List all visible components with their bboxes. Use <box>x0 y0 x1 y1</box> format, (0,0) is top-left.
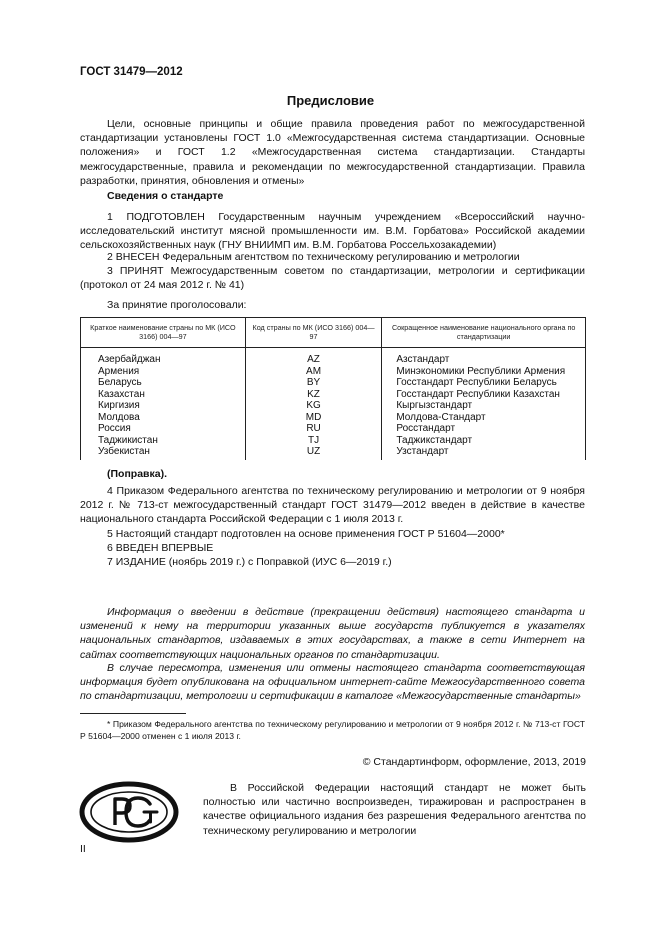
info-item-3: 3 ПРИНЯТ Межгосударственным советом по стандартизации, метрологии и сертификации (протокол от 24 мая 2012 г. № 41) <box>80 265 585 292</box>
code-cell: KZ <box>245 389 382 401</box>
voting-countries-table <box>80 317 586 460</box>
country-cell: Армения <box>81 366 246 378</box>
country-cell: Россия <box>81 423 246 435</box>
document-code-header: ГОСТ 31479—2012 <box>80 66 183 78</box>
rst-logo-icon <box>79 781 179 843</box>
revision-info-paragraph: В случае пересмотра, изменения или отмены настоящего стандарта соответствующая информация будет опубликована на официальном интернет-сайте Межгосударственного совета по стандартизации, метрологии и сертификации в каталоге «Межгосударственные стандарты» <box>80 662 585 703</box>
column-header-code: Код страны по МК (ИСО 3166) 004—97 <box>245 318 382 348</box>
body-cell: Минэкономики Республики Армения <box>382 366 586 378</box>
code-cell: KG <box>245 400 382 412</box>
country-cell: Казахстан <box>81 389 246 401</box>
body-cell: Госстандарт Республики Казахстан <box>382 389 586 401</box>
country-cell: Молдова <box>81 412 246 424</box>
body-cell: Госстандарт Республики Беларусь <box>382 377 586 389</box>
page-number: II <box>80 843 86 855</box>
table-row <box>81 446 586 460</box>
table-header-row <box>81 318 586 348</box>
table-row <box>81 348 586 366</box>
country-cell: Таджикистан <box>81 435 246 447</box>
info-item-6: 6 ВВЕДЕН ВПЕРВЫЕ <box>107 542 214 554</box>
preface-title: Предисловие <box>286 93 375 108</box>
copyright-line: © Стандартинформ, оформление, 2013, 2019 <box>362 756 586 768</box>
country-cell: Беларусь <box>81 377 246 389</box>
info-item-2: 2 ВНЕСЕН Федеральным агентством по техническому регулированию и метрологии <box>107 251 520 263</box>
body-cell: Таджикстандарт <box>382 435 586 447</box>
body-cell: Азстандарт <box>382 348 586 366</box>
code-cell: RU <box>245 423 382 435</box>
country-cell: Азербайджан <box>81 348 246 366</box>
footnote: * Приказом Федерального агентства по техническому регулированию и метрологии от 9 ноября 2012 г. № 713-ст ГОСТ Р 51604—2000 отменен с 1 июля 2013 г. <box>80 719 585 741</box>
country-cell: Узбекистан <box>81 446 246 460</box>
body-cell: Молдова-Стандарт <box>382 412 586 424</box>
code-cell: TJ <box>245 435 382 447</box>
code-cell: AZ <box>245 348 382 366</box>
info-item-1: 1 ПОДГОТОВЛЕН Государственным научным учреждением «Всероссийский научно-исследовательский институт мясной промышленности им. В.М. Горбатова» Российской академии сельскохозяйственных наук (ГНУ ВНИИМП им. В.М. Горбатова Россельхозакадемии) <box>80 211 585 252</box>
standard-info-heading: Сведения о стандарте <box>107 190 224 202</box>
column-header-body: Сокращенное наименование национального органа по стандартизации <box>382 318 586 348</box>
info-item-4: 4 Приказом Федерального агентства по техническому регулированию и метрологии от 9 ноября 2012 г. № 713-ст межгосударственный стандарт ГОСТ 31479—2012 введен в действие в качестве национального стандарта Российской Федерации с 1 июля 2013 г. <box>80 485 585 526</box>
footnote-divider <box>80 713 186 714</box>
table-row <box>81 366 586 378</box>
voted-label: За принятие проголосовали: <box>107 299 247 311</box>
code-cell: AM <box>245 366 382 378</box>
info-item-5: 5 Настоящий стандарт подготовлен на основе применения ГОСТ Р 51604—2000* <box>107 528 505 540</box>
table-row <box>81 412 586 424</box>
body-cell: Узстандарт <box>382 446 586 460</box>
code-cell: BY <box>245 377 382 389</box>
info-item-7: 7 ИЗДАНИЕ (ноябрь 2019 г.) с Поправкой (ИУС 6—2019 г.) <box>107 556 392 568</box>
column-header-country: Краткое наименование страны по МК (ИСО 3166) 004—97 <box>81 318 246 348</box>
table-row <box>81 423 586 435</box>
amendment-label: (Поправка). <box>107 468 168 480</box>
preface-intro-paragraph: Цели, основные принципы и общие правила проведения работ по межгосударственной стандартизации установлены ГОСТ 1.0 «Межгосударственная система стандартизации. Основные положения» и ГОСТ 1.2 «Межгосударственная система стандартизации. Стандарты межгосударственные, правила и рекомендации по межгосударственной стандартизации. Правила разработки, принятия, обновления и отмены» <box>80 118 585 187</box>
reproduction-restriction-notice: В Российской Федерации настоящий стандарт не может быть полностью или частично воспроизведен, тиражирован и распространен в качестве официального издания без разрешения Федерального агентства по техническому регулированию и метрологии <box>203 782 586 837</box>
table-row <box>81 377 586 389</box>
code-cell: UZ <box>245 446 382 460</box>
table-row <box>81 389 586 401</box>
table-row <box>81 435 586 447</box>
publication-info-paragraph: Информация о введении в действие (прекращении действия) настоящего стандарта и изменений к нему на территории указанных выше государств публикуется в указателях национальных стандартов, издаваемых в этих государствах, а также в сети Интернет на сайтах соответствующих национальных органов по стандартизации. <box>80 606 585 661</box>
body-cell: Росстандарт <box>382 423 586 435</box>
code-cell: MD <box>245 412 382 424</box>
body-cell: Кыргызстандарт <box>382 400 586 412</box>
table-row <box>81 400 586 412</box>
country-cell: Киргизия <box>81 400 246 412</box>
